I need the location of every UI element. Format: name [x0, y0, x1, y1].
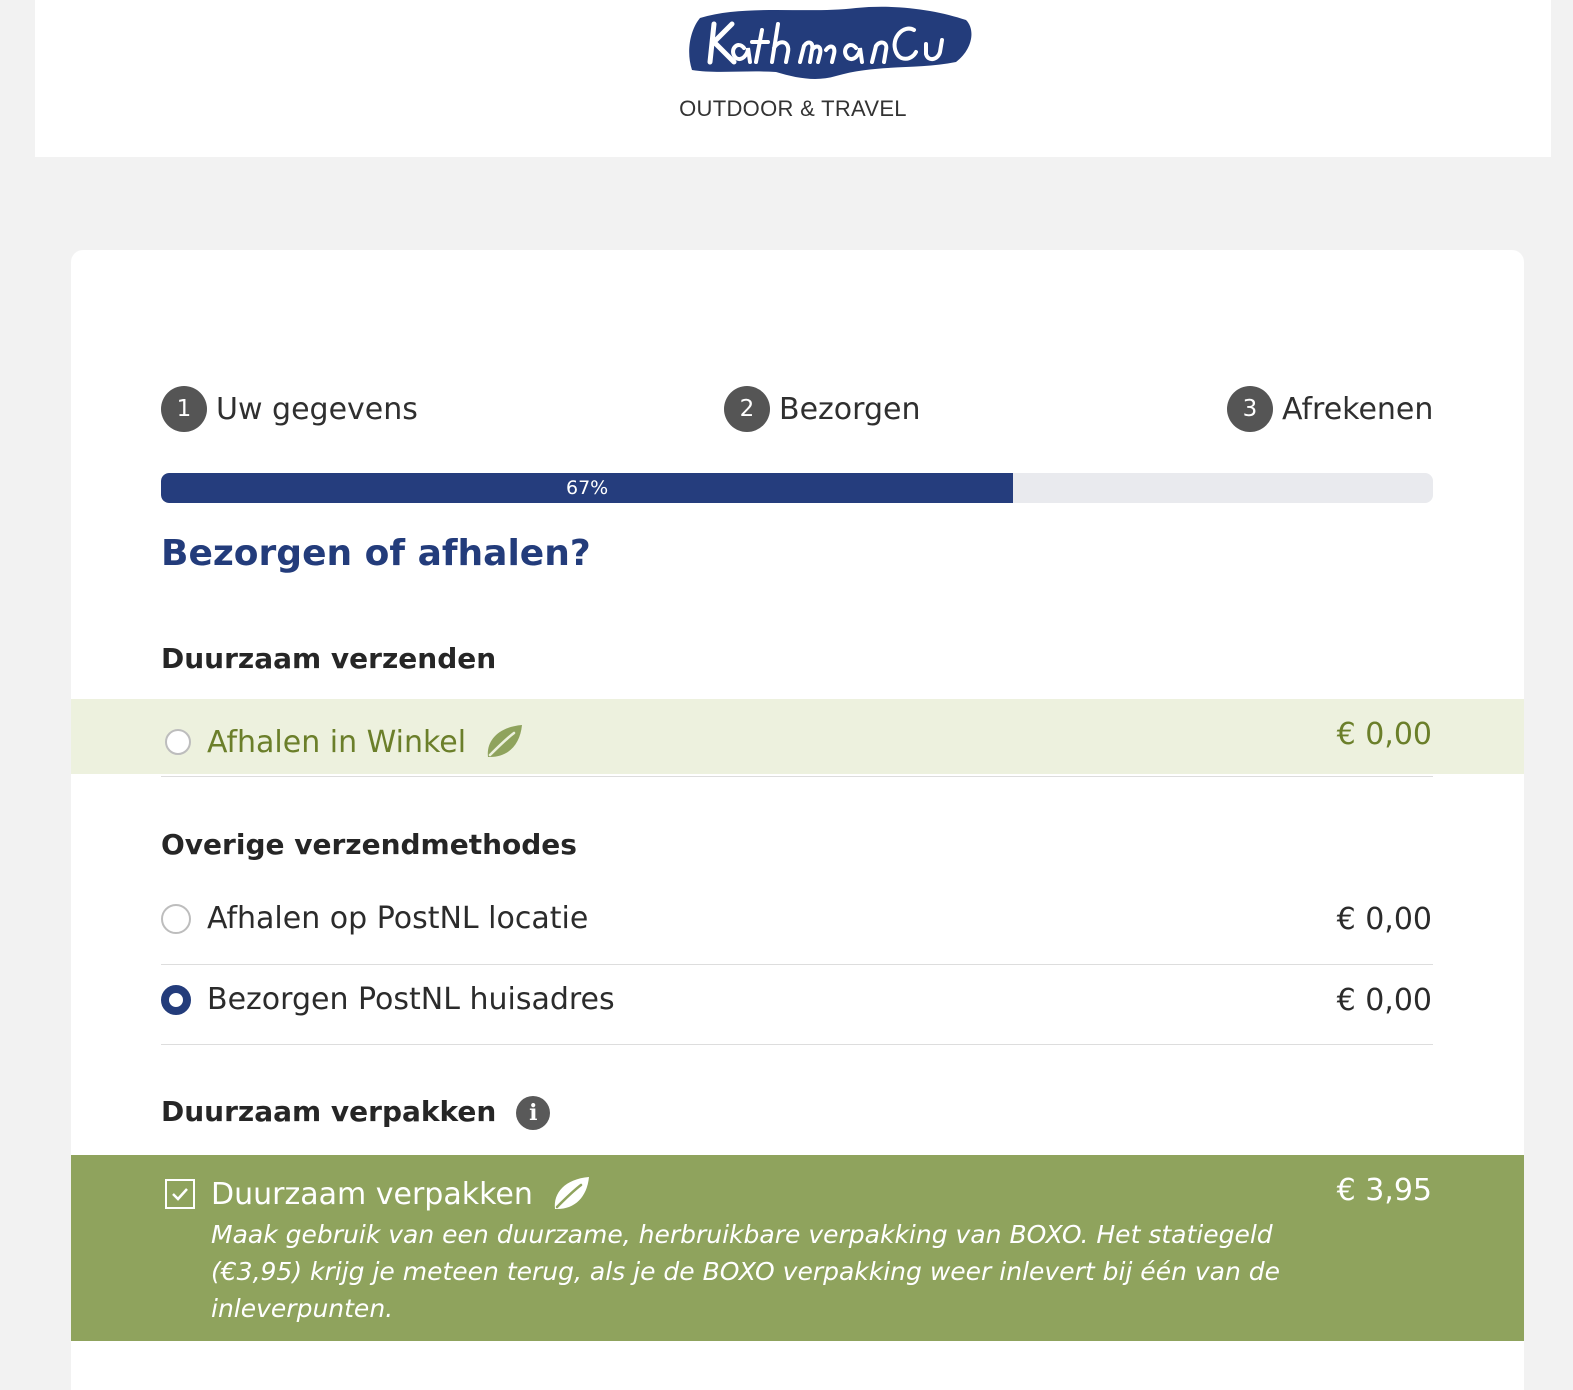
section-title-overige-verzendmethodes: Overige verzendmethodes [161, 828, 577, 861]
step-label: Bezorgen [779, 391, 921, 427]
option-label: Afhalen in Winkel [207, 724, 467, 760]
progress-bar [161, 473, 1433, 503]
checkout-card [71, 250, 1524, 1390]
site-header [35, 0, 1551, 157]
option-label: Bezorgen PostNL huisadres [207, 982, 615, 1017]
info-icon[interactable]: i [516, 1096, 550, 1130]
step-number: 3 [1227, 386, 1273, 432]
divider [161, 964, 1433, 965]
step-uw-gegevens[interactable] [161, 386, 418, 432]
option-afhalen-postnl-locatie[interactable] [161, 901, 588, 936]
option-price: € 0,00 [1336, 983, 1432, 1018]
divider [161, 776, 1433, 777]
option-description: Maak gebruik van een duurzame, herbruikbare verpakking van BOXO. Het statiegeld (€3,95) krijg je meteen terug, als je de BOXO verpakking weer inlevert bij één van de inleverpunten. [211, 1220, 1281, 1323]
option-label: Afhalen op PostNL locatie [207, 901, 589, 936]
option-bezorgen-postnl-huisadres[interactable] [161, 982, 615, 1017]
progress-label: 67% [566, 477, 609, 499]
step-number: 1 [161, 386, 207, 432]
checkbox-duurzaam-verpakken[interactable] [165, 1179, 195, 1209]
divider [161, 1044, 1433, 1045]
option-afhalen-in-winkel[interactable] [71, 699, 1524, 774]
section-title-duurzaam-verpakken [161, 1095, 550, 1130]
step-number: 2 [724, 386, 770, 432]
section-title-duurzaam-verzenden: Duurzaam verzenden [161, 642, 497, 675]
page-title: Bezorgen of afhalen? [161, 533, 591, 574]
option-price: € 0,00 [1336, 902, 1432, 937]
option-label: Duurzaam verpakken [211, 1176, 533, 1212]
radio-bezorgen-postnl-huisadres[interactable] [161, 985, 191, 1015]
leaf-icon [484, 723, 524, 761]
progress-fill [161, 473, 1013, 503]
option-price: € 3,95 [1336, 1173, 1432, 1208]
step-label: Afrekenen [1282, 391, 1434, 427]
radio-afhalen-postnl-locatie[interactable] [161, 904, 191, 934]
radio-afhalen-in-winkel[interactable] [165, 729, 191, 755]
step-afrekenen[interactable] [1227, 386, 1433, 432]
leaf-icon [551, 1175, 591, 1213]
kathmandu-logo[interactable] [686, 0, 974, 90]
option-price: € 0,00 [1336, 717, 1432, 752]
brand-tagline: OUTDOOR & TRAVEL [679, 96, 907, 121]
step-label: Uw gegevens [216, 391, 418, 427]
step-bezorgen[interactable] [724, 386, 920, 432]
section-title-text: Duurzaam verpakken [161, 1095, 497, 1128]
option-duurzaam-verpakken[interactable] [71, 1155, 1524, 1341]
check-icon [171, 1186, 189, 1202]
